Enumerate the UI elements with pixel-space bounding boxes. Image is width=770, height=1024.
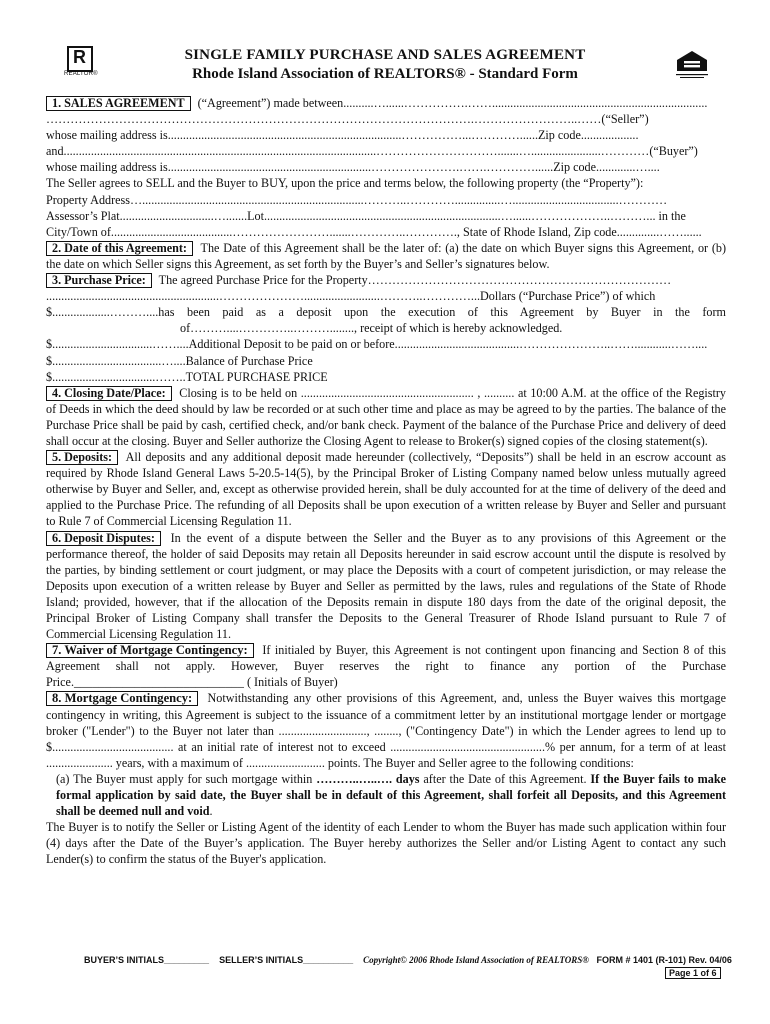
section-5-text: All deposits and any additional deposit made hereunder (collectively, “Deposits”) shall be held in an escrow account as required by Rhode Island General Laws 5-20.5-14(5), by the Principal Broker of Listing Company named below unless mutually agreed otherwise by Buyer and Seller, and, except as otherwise provided herein, shall be duly accounted for at the time of delivery of the deed and applied to the Purchase Price. The refunding of all Deposits shall be upon execution of a written release by Buyer and Seller and pursuant to Rule 7 of Commercial Licensing Regulation 11. — [46, 450, 726, 529]
section-6-text: In the event of a dispute between the Seller and the Buyer as to any provisions of this Agreement or the performance thereof, the holder of said Deposits may retain all Deposits hereunder in said escrow account until the dispute is resolved by the parties, by binding settlement or court judgment, or may place the Deposits with a court of competent jurisdiction, or may release the Deposits upon execution of a written release by Buyer and Seller as permitted by the laws, rules and regulations of the State of Rhode Island; provided, however, that if the allocation of the Deposits remain in dispute 180 days from the date of the original deposit, the Principal Broker of Listing Company shall transfer the Deposits to the General Treasurer of Rhode Island pursuant to Rule 7 of Commercial Licensing Regulation 11. — [46, 530, 726, 642]
sell-buy-line: The Seller agrees to SELL and the Buyer to BUY, upon the price and terms below, the following property (the “Property”): — [46, 176, 644, 191]
section-5-heading: 5. Deposits: — [46, 450, 118, 465]
condition-a-days: ………..…..…. days — [316, 771, 420, 786]
total-price-line: $..................................……..TOTAL PURCHASE PRICE — [46, 369, 328, 384]
section-2 — [46, 240, 726, 272]
purchase-price-dollars-line: .........................................................………………….........................………..…………...Dollars (“Purchase Price”) of which — [46, 289, 656, 304]
section-6-heading: 6. Deposit Disputes: — [46, 531, 161, 546]
section-5 — [46, 449, 726, 529]
section-8-notify: The Buyer is to notify the Seller or Listing Agent of the identity of each Lender to whom the Buyer has made such application within four (4) days after the Date of the Buyer’s application. The Buyer hereby authorizes the Seller and/or Listing Agent to contact any such Lender(s) to confirm the status of the Buyer's application. — [46, 820, 726, 867]
section-7 — [46, 642, 726, 690]
section-1-text: (“Agreement”) made between..........…......…………….……....................................................................... — [197, 96, 708, 110]
seller-address-line: whose mailing address is.............................................................................……………...…………......Zip code................... — [46, 128, 639, 143]
deposit-form-line: of………....…………..………........, receipt of which is hereby acknowledged. — [180, 321, 563, 336]
section-3-line — [46, 272, 726, 288]
buyer-initials: BUYER’S INITIALS_________ — [84, 955, 210, 965]
form-subtitle: Rhode Island Association of REALTORS® - Standard Form — [192, 66, 578, 82]
section-2-heading: 2. Date of this Agreement: — [46, 241, 193, 256]
condition-a-default: If the Buyer fails to make formal application by said date, the Buyer shall be in default of this Agreement, shall forfeit all Deposits, and this Agreement shall be deemed null and void — [56, 771, 726, 819]
footer — [84, 955, 732, 965]
section-3-heading: 3. Purchase Price: — [46, 273, 152, 288]
section-7-text: If initialed by Buyer, this Agreement is not contingent upon financing and Section 8 of this Agreement shall not apply. However, Buyer reserves the right to finance any portion of the Purchase Price.____________________________ ( Initials of Buyer) — [46, 643, 727, 690]
form-number: FORM # 1401 (R-101) Rev. 04/06 — [596, 955, 732, 965]
section-8-condition-a — [46, 771, 726, 819]
copyright: Copyright© 2006 Rhode Island Association of REALTORS® — [363, 955, 589, 965]
section-8 — [46, 690, 726, 770]
section-7-heading: 7. Waiver of Mortgage Contingency: — [46, 643, 254, 658]
buyer-name-line: and.......................................................................................................………………………….......….......................…………(“Buyer”) — [46, 144, 698, 159]
buyer-address-line: whose mailing address is...................................................................………………….…….…………......Zip code.............….... — [46, 160, 660, 175]
balance-line: $....................................…....Balance of Purchase Price — [46, 353, 313, 368]
condition-a-after: after the Date of this Agreement. — [423, 771, 587, 786]
condition-a-end: . — [209, 804, 213, 819]
realtor-logo-letter: R — [73, 47, 86, 67]
additional-deposit-line: $.................................……....Additional Deposit to be paid on or before.........................................…………………..……............…….... — [46, 337, 708, 352]
section-4-text: Closing is to be held on ......................................................... , .......... at 10:00 A.M. at the office of the Registry of Deeds in which the deed should by law be recorded or at such other time and place as may be agreed to by the parties. The balance of the Purchase Price shall be paid by cash, certified check, and/or bank check. Payment of the balance of the Purchase Price and delivery of deed shall occur at the closing. Buyer and Seller authorize the Closing Agent to release to Broker(s) signed copies of the closing statement(s). — [46, 385, 726, 448]
agreement-body — [46, 95, 726, 868]
realtor-logo-caption: REALTOR® — [64, 71, 98, 77]
assessor-plat-line: Assessor’s Plat...............................….......Lot..............................................................................…......………………..………... in the — [46, 208, 686, 223]
section-2-text: The Date of this Agreement shall be the later of: (a) the date on which Buyer signs this Agreement, or (b) the date on which Seller signs this Agreement, as set forth by the Buyer’s and Seller’s signatures below. — [46, 240, 726, 271]
seller-initials: SELLER’S INITIALS__________ — [219, 955, 354, 965]
page-number: Page 1 of 6 — [665, 967, 721, 979]
section-1-line — [46, 95, 726, 111]
section-4 — [46, 385, 726, 449]
section-6 — [46, 530, 726, 643]
section-8-text: Notwithstanding any other provisions of this Agreement, and, unless the Buyer waives this mortgage contingency in writing, this Agreement is subject to the issuance of a commitment letter by an institutional mortgage lender or mortgage broker ("Lender") to the Buyer not later than ............................., ........, ("Contingency Date") in which the Lender agrees to lend up to $........................................ at an initial rate of interest not to exceed ...................................................% per annum, for a term of at least ...................... years, with a maximum of .......................... points. The Buyer and Seller agree to the following conditions: — [46, 691, 726, 770]
deposit-line: $...................………....has been paid as a deposit upon the execution of this Agreement by Buyer in the form — [46, 305, 726, 320]
section-4-heading: 4. Closing Date/Place: — [46, 386, 172, 401]
condition-a-intro: (a) The Buyer must apply for such mortgage within — [56, 771, 313, 786]
section-3-text: The agreed Purchase Price for the Property………………………………………………………………… — [158, 273, 672, 288]
city-town-line: City/Town of........................................…………………….......…………..…………., State of Rhode Island, Zip code..............……...... — [46, 224, 702, 239]
property-address-line: Property Address….........................................................................………..…………...............…...................................………… — [46, 192, 668, 207]
form-title: SINGLE FAMILY PURCHASE AND SALES AGREEMENT — [184, 47, 586, 63]
section-8-heading: 8. Mortgage Contingency: — [46, 691, 198, 706]
seller-name-line: …………………………………………………………………………………………….……………………..……(“Seller”) — [46, 112, 649, 127]
section-1-heading: 1. SALES AGREEMENT — [46, 96, 191, 111]
